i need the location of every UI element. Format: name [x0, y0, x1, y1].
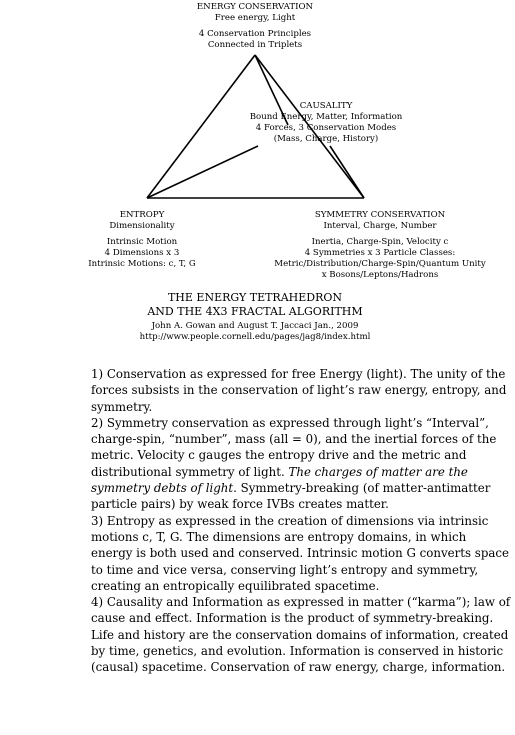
- causality-line: Bound Energy, Matter, Information: [249, 112, 403, 122]
- edge-entropy-causality: [147, 146, 258, 198]
- entropy-line: 4 Dimensions x 3: [104, 248, 180, 258]
- energy-line: 4 Conservation Principles: [198, 29, 312, 39]
- causality-line: (Mass, Charge, History): [273, 134, 379, 144]
- symmetry-line: 4 Symmetries x 3 Particle Classes:: [304, 248, 456, 258]
- entropy-heading: ENTROPY: [119, 210, 165, 220]
- symmetry-line: Inertia, Charge-Spin, Velocity c: [311, 237, 449, 247]
- energy-conservation-label: [155, 2, 355, 51]
- symmetry-line: Interval, Charge, Number: [323, 221, 437, 231]
- symmetry-heading: SYMMETRY CONSERVATION: [314, 210, 446, 220]
- symmetry-line: Metric/Distribution/Charge-Spin/Quantum Unity: [274, 259, 486, 269]
- title-line-2: AND THE 4X3 FRACTAL ALGORITHM: [147, 305, 363, 318]
- entropy-line: Intrinsic Motion: [106, 237, 178, 247]
- authors: John A. Gowan and August T. Jaccaci Jan., 2009: [151, 321, 359, 331]
- symmetry-line: x Bosons/Leptons/Hadrons: [321, 270, 439, 280]
- paragraph-entropy: 3) Entropy as expressed in the creation of dimensions via intrinsic motions c, T, G. The dimensions are entropy domains, in which energy is both used and conserved. Intrinsic motion G converts space to time and vice versa, conserving light’s entropy and symmetry, creating an entropically equilibrated spacetime.: [91, 513, 510, 593]
- energy-line: Connected in Triplets: [207, 40, 303, 50]
- entropy-line: Dimensionality: [109, 221, 175, 231]
- edge-symmetry-causality: [330, 146, 364, 198]
- entropy-line: Intrinsic Motions: c, T, G: [88, 259, 196, 269]
- title-line-1: THE ENERGY TETRAHEDRON: [167, 291, 343, 304]
- causality-label: [234, 101, 418, 145]
- paragraph-causality: 4) Causality and Information as expressed in matter (“karma”); law of cause and effect. Information is the product of symmetry-breaking. Life and history are the conservation domains of information, created by time, genetics, and evolution. Information is conserved in historic (causal) spacetime. Conservation of raw energy, charge, information.: [91, 595, 511, 675]
- body-text: [91, 366, 511, 676]
- paragraph-symmetry-emphasis: The charges of matter are the symmetry debts of light.: [91, 464, 468, 496]
- title-block: [105, 291, 405, 343]
- entropy-label: [62, 210, 222, 270]
- paragraph-energy: 1) Conservation as expressed for free Energy (light). The unity of the forces subsists in the conservation of light’s raw energy, entropy, and symmetry.: [91, 367, 507, 414]
- causality-heading: CAUSALITY: [299, 101, 353, 111]
- symmetry-conservation-label: [252, 210, 508, 281]
- causality-line: 4 Forces, 3 Conservation Modes: [255, 123, 397, 133]
- source-url: http://www.people.cornell.edu/pages/jag8/index.html: [139, 332, 371, 342]
- paragraph-symmetry-text-2: Symmetry-breaking (of matter-antimatter particle pairs) by weak force IVBs creates matter.: [91, 481, 491, 512]
- paragraph-symmetry-text: 2) Symmetry conservation as expressed through light’s “Interval”, charge-spin, “number”, mass (all = 0), and the inertial forces of the metric. Velocity c gauges the entropy drive and the metric and distributional symmetry of light.: [91, 415, 497, 479]
- energy-heading: ENERGY CONSERVATION: [196, 2, 314, 12]
- paragraph-symmetry: [91, 415, 511, 513]
- energy-line: Free energy, Light: [214, 13, 296, 23]
